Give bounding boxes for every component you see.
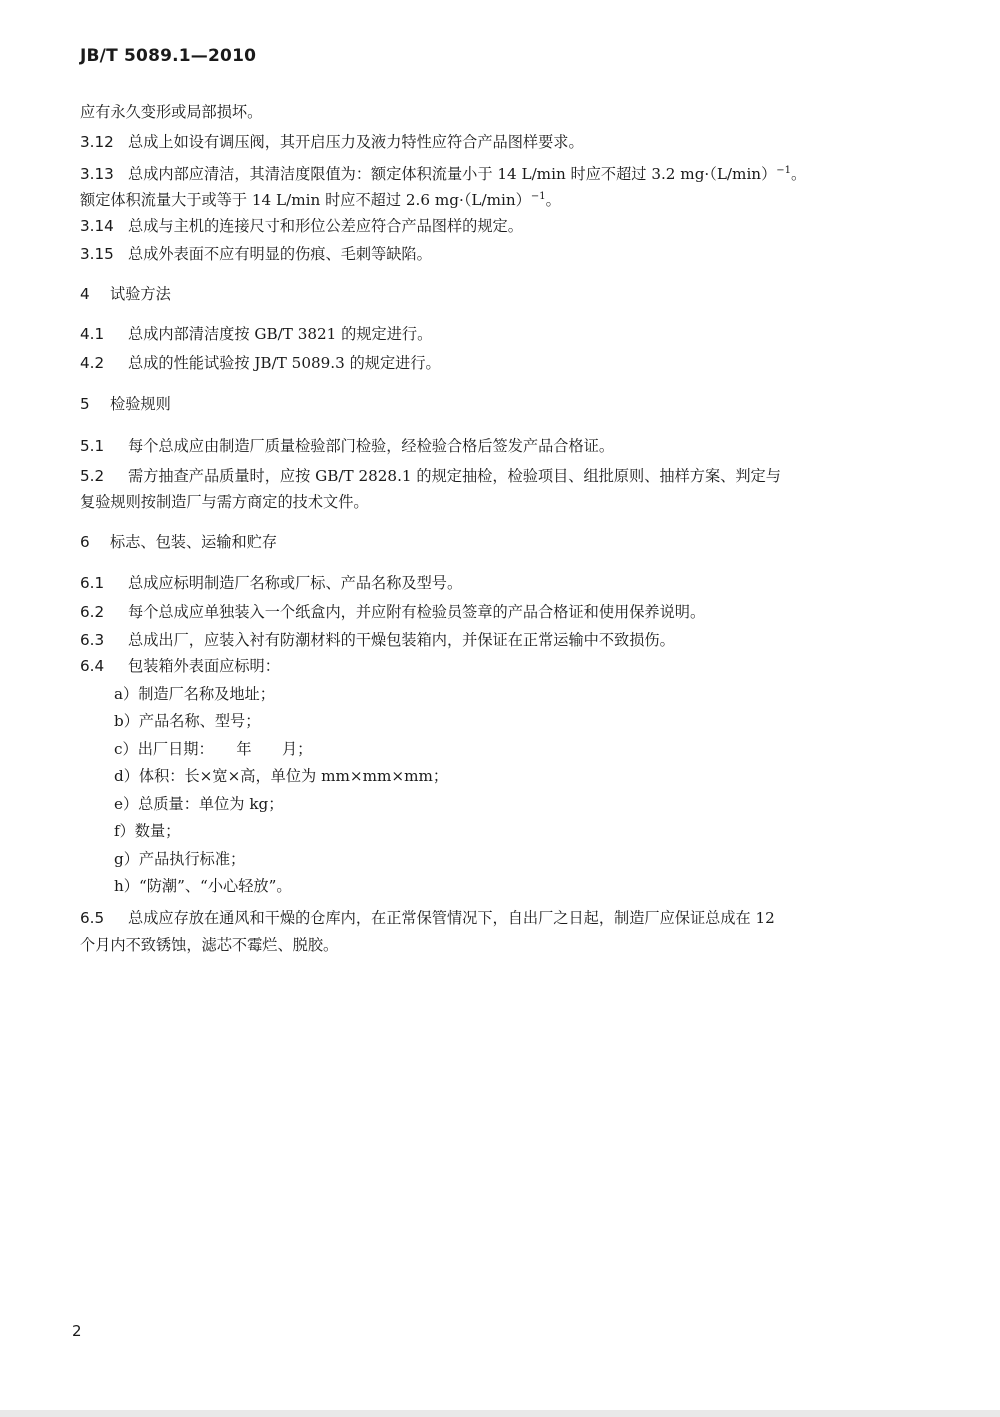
- section-5-heading: [80, 394, 171, 414]
- clause-3-13-continued: [80, 187, 561, 210]
- list-item-e: e）总质量：单位为 kg；: [114, 795, 284, 813]
- list-item-h: h）“防潮”、“小心轻放”。: [114, 877, 292, 895]
- section-title: 检验规则: [110, 395, 171, 413]
- clause-3-12: [80, 132, 584, 152]
- clause-number: 5.1: [80, 437, 105, 455]
- clause-6-1: [80, 573, 462, 593]
- clause-number: 6.4: [80, 657, 105, 675]
- section-number: 6: [80, 533, 90, 551]
- clause-number: 3.15: [80, 245, 114, 263]
- clause-number: 5.2: [80, 467, 105, 485]
- standard-number-header: JB/T 5089.1—2010: [80, 46, 257, 66]
- clause-6-3: [80, 630, 675, 650]
- clause-5-1: [80, 436, 614, 456]
- section-number: 5: [80, 395, 90, 413]
- clause-text: 额定体积流量大于或等于 14 L/min 时应不超过 2.6 mg·（L/min）: [80, 191, 531, 210]
- clause-number: 4.1: [80, 325, 105, 343]
- clause-text: 总成与主机的连接尺寸和形位公差应符合产品图样的规定。: [128, 217, 523, 235]
- clause-6-2: [80, 602, 705, 622]
- clause-text: 总成的性能试验按 JB/T 5089.3 的规定进行。: [128, 354, 441, 372]
- clause-5-2: [80, 466, 781, 486]
- clause-text: 总成外表面不应有明显的伤痕、毛刺等缺陷。: [128, 245, 432, 263]
- clause-text: 总成内部清洁度按 GB/T 3821 的规定进行。: [128, 325, 433, 343]
- clause-text: 总成上如设有调压阀，其开启压力及液力特性应符合产品图样要求。: [128, 133, 584, 151]
- section-6-heading: [80, 532, 277, 552]
- clause-text: 需方抽查产品质量时，应按 GB/T 2828.1 的规定抽检，检验项目、组批原则、抽样方案、判定与: [128, 467, 781, 485]
- section-4-heading: [80, 284, 171, 304]
- clause-number: 6.1: [80, 574, 105, 592]
- clause-number: 3.13: [80, 165, 114, 184]
- clause-text: 总成出厂，应装入衬有防潮材料的干燥包装箱内，并保证在正常运输中不致损伤。: [128, 631, 675, 649]
- superscript: −1: [530, 191, 546, 202]
- clause-text: 每个总成应单独装入一个纸盒内，并应附有检验员签章的产品合格证和使用保养说明。: [128, 603, 706, 621]
- clause-6-4: [80, 656, 280, 676]
- list-item-g: g）产品执行标准；: [114, 850, 246, 868]
- superscript: −1: [776, 165, 792, 176]
- clause-5-2-continued: 复验规则按制造厂与需方商定的技术文件。: [80, 493, 369, 511]
- clause-3-14: [80, 216, 523, 236]
- clause-text: 总成应存放在通风和干燥的仓库内，在正常保管情况下，自出厂之日起，制造厂应保证总成在 12: [128, 909, 775, 927]
- clause-6-5-continued: 个月内不致锈蚀，滤芯不霉烂、脱胶。: [80, 936, 339, 954]
- list-item-c: c）出厂日期： 年 月；: [114, 740, 313, 758]
- clause-number: 6.5: [80, 909, 105, 927]
- list-item-a: a）制造厂名称及地址；: [114, 685, 275, 703]
- clause-number: 6.2: [80, 603, 105, 621]
- clause-text: 总成内部应清洁，其清洁度限值为：额定体积流量小于 14 L/min 时应不超过 3.2 mg·（L/min）: [128, 165, 777, 184]
- list-item-f: f）数量；: [114, 822, 181, 840]
- clause-3-13: [80, 161, 806, 184]
- clause-text-end: 。: [791, 165, 807, 184]
- clause-4-2: [80, 353, 441, 373]
- clause-text: 每个总成应由制造厂质量检验部门检验，经检验合格后签发产品合格证。: [128, 437, 614, 455]
- clause-6-5: [80, 908, 775, 928]
- clause-text: 总成应标明制造厂名称或厂标、产品名称及型号。: [128, 574, 463, 592]
- clause-number: 4.2: [80, 354, 105, 372]
- scan-bottom-edge: [0, 1410, 1000, 1417]
- list-item-b: b）产品名称、型号；: [114, 712, 261, 730]
- clause-text: 包装箱外表面应标明：: [128, 657, 280, 675]
- clause-text-end: 。: [545, 191, 561, 210]
- section-title: 试验方法: [110, 285, 171, 303]
- continued-line: 应有永久变形或局部损坏。: [80, 103, 263, 121]
- list-item-d: d）体积：长×宽×高，单位为 mm×mm×mm；: [114, 767, 449, 785]
- section-title: 标志、包装、运输和贮存: [110, 533, 278, 551]
- clause-number: 6.3: [80, 631, 105, 649]
- clause-3-15: [80, 244, 432, 264]
- clause-4-1: [80, 324, 432, 344]
- section-number: 4: [80, 285, 90, 303]
- clause-number: 3.14: [80, 217, 114, 235]
- clause-number: 3.12: [80, 133, 114, 151]
- page-number: 2: [72, 1322, 82, 1340]
